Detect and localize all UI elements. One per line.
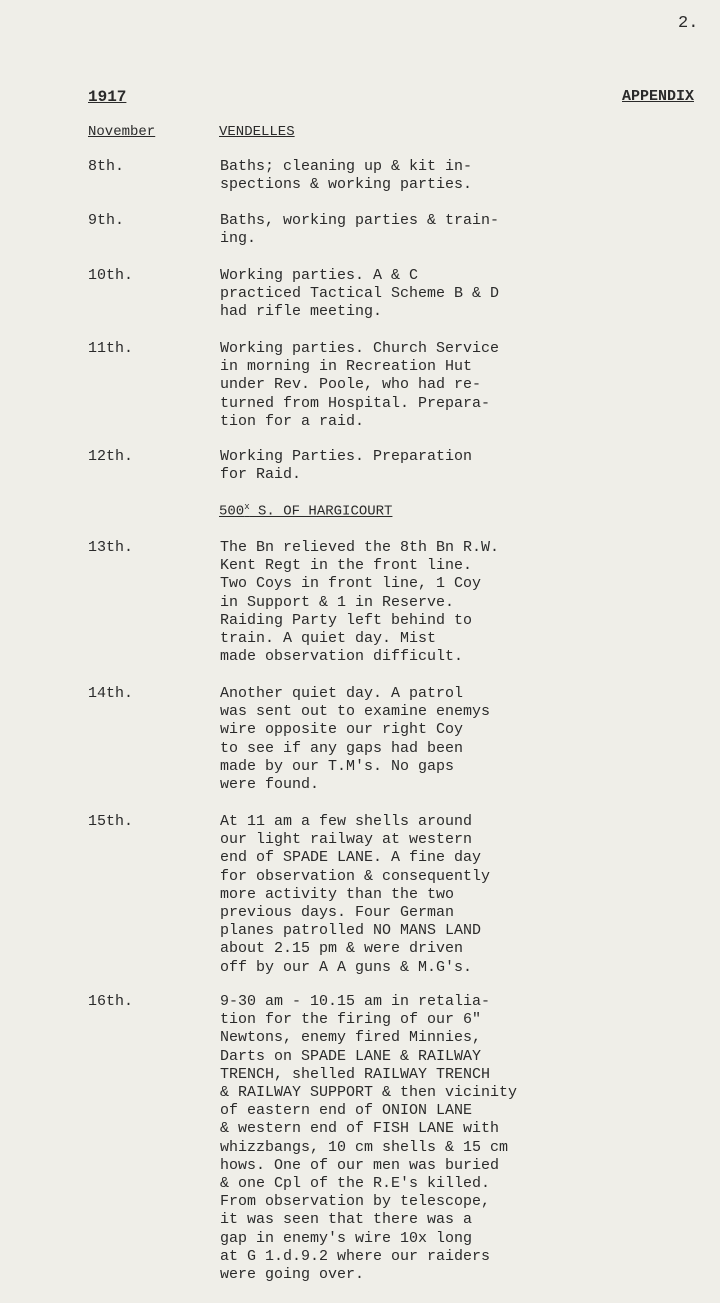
entry-text: Baths; cleaning up & kit in- spections & working parties. <box>220 158 473 194</box>
entry-text: Another quiet day. A patrol was sent out to examine enemys wire opposite our right Coy to see if any gaps had been made by our T.M's. No gaps were found. <box>220 685 491 794</box>
entry-date: 13th. <box>88 539 134 556</box>
entry-date: 10th. <box>88 267 134 284</box>
entry-date: 15th. <box>88 813 134 830</box>
year-heading: 1917 <box>88 88 127 106</box>
location-hargicourt <box>219 502 392 520</box>
entry-date: 11th. <box>88 340 134 357</box>
entry-text: Working Parties. Preparation for Raid. <box>220 448 473 484</box>
entry-date: 16th. <box>88 993 134 1010</box>
entry-text: 9-30 am - 10.15 am in retalia- tion for the firing of our 6" Newtons, enemy fired Minnies, Darts on SPADE LANE & RAILWAY TRENCH, shelled RAILWAY TRENCH & RAILWAY SUPPORT & then vicinity of eastern end of ONION LANE & western end of FISH LANE with whizzbangs, 10 cm shells & 15 cm hows. One of our men was buried & one Cpl of the R.E's killed. From observation by telescope, it was seen that there was a gap in enemy's wire 10x long at G 1.d.9.2 where our raiders were going over. <box>220 993 518 1284</box>
entry-text: Baths, working parties & train- ing. <box>220 212 500 248</box>
page-number: 2. <box>678 14 699 33</box>
location-vendelles: VENDELLES <box>219 124 295 140</box>
entry-text: The Bn relieved the 8th Bn R.W. Kent Regt in the front line. Two Coys in front line, 1 Coy in Support & 1 in Reserve. Raiding Party left behind to train. A quiet day. Mist made observation difficult. <box>220 539 500 666</box>
location-hargicourt-name: S. OF HARGICOURT <box>249 503 393 520</box>
appendix-label: APPENDIX <box>622 88 695 105</box>
month-heading: November <box>88 124 156 140</box>
location-hargicourt-distance: 500 <box>219 503 245 520</box>
location-hargicourt-superscript: x <box>244 502 250 512</box>
entry-date: 8th. <box>88 158 125 175</box>
entry-date: 12th. <box>88 448 134 465</box>
entry-text: Working parties. A & C practiced Tactical Scheme B & D had rifle meeting. <box>220 267 500 321</box>
entry-text: At 11 am a few shells around our light railway at western end of SPADE LANE. A fine day for observation & consequently more activity than the two previous days. Four German planes patrolled NO MANS LAND about 2.15 pm & were driven off by our A A guns & M.G's. <box>220 813 491 976</box>
entry-date: 14th. <box>88 685 134 702</box>
entry-date: 9th. <box>88 212 125 229</box>
entry-text: Working parties. Church Service in morning in Recreation Hut under Rev. Poole, who had re- turned from Hospital. Prepara- tion for a raid. <box>220 340 500 430</box>
